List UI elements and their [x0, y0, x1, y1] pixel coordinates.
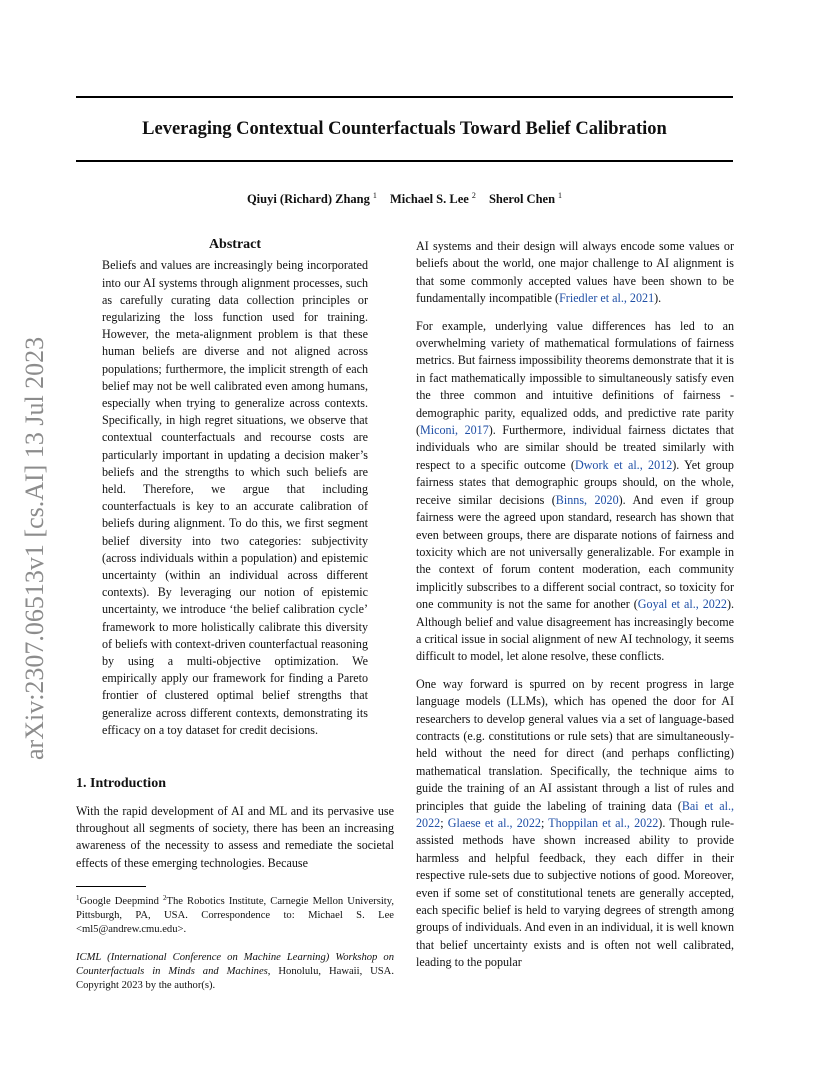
- paragraph-text: ). And even if group fairness were the agreed upon standard, research has shown that even between groups, there are disparate notions of fairness and toxicity which are not universally generalizable. For example in the context of forum content moderation, each community implicitly subscribes to a different social contract, so toxicity for one community is not the same for another (: [416, 492, 734, 612]
- paragraph-text: ).: [654, 291, 662, 306]
- abstract-heading: Abstract: [208, 237, 262, 252]
- paragraph-text: One way forward is spurred on by recent progress in large language models (LLMs), which has opened the door for AI researchers to develop general values via a set of language-based contracts (e.g. constitutions or rule sets) that are simultaneously-held without the need for direct (and perhaps conflicting) mathematical translation. Specifically, the technique aims to guide the training of an AI assistant through a list of rules and principles that guide the labeling of training data (: [416, 676, 734, 813]
- section-heading-introduction: 1. Introduction: [76, 776, 166, 792]
- paragraph-text: ). Although belief and value disagreement has increasingly become a critical issue in social alignment of new AI technology, it seems difficult to model, let alone resolve, these conflicts.: [416, 597, 734, 664]
- citation-link[interactable]: Miconi, 2017: [420, 423, 489, 438]
- citation-link[interactable]: Dwork et al., 2012: [574, 457, 673, 472]
- author-3: [489, 192, 562, 206]
- author-name: Sherol Chen: [488, 192, 556, 206]
- title-rule-top: [76, 96, 733, 98]
- citation-link[interactable]: Binns, 2020: [555, 492, 619, 507]
- footnote-affiliation-1: Google Deepmind: [79, 896, 163, 908]
- right-column: [416, 238, 734, 982]
- paragraph-text: ). Furthermore, individual fairness dictates that individuals who are similar should be treated similarly with respect to a specific outcome (: [416, 423, 734, 472]
- footnote-affiliation-2: The Robotics Institute, Carnegie Mellon University, Pittsburgh, PA, USA. Correspondence to: Michael S. Lee <ml5@andrew.cmu.edu>.: [76, 896, 394, 936]
- author-1: [247, 192, 377, 206]
- author-2: [390, 192, 476, 206]
- footnote-affiliations: [76, 891, 394, 937]
- author-affiliation-mark: 2: [471, 191, 476, 200]
- footnote-divider: [76, 886, 146, 887]
- citation-link[interactable]: Glaese et al., 2022: [447, 816, 541, 830]
- author-list: [76, 191, 733, 207]
- body-paragraph: [416, 676, 734, 972]
- paragraph-text: ). Yet group fairness states that demographic groups should, on the whole, receive similar decisions (: [416, 457, 734, 507]
- footnote-mark: 2: [163, 894, 167, 903]
- title-rule-bottom: [76, 160, 733, 162]
- author-name: Qiuyi (Richard) Zhang: [246, 192, 370, 206]
- footnote-venue: [76, 951, 394, 993]
- intro-paragraph: With the rapid development of AI and ML and its pervasive use throughout all segments of society, there has been an increasing awareness of the necessity to assess and remediate the societal effects of these emerging technologies. Because: [76, 803, 394, 870]
- body-paragraph: [416, 238, 734, 308]
- paper-title: Leveraging Contextual Counterfactuals Toward Belief Calibration: [142, 119, 667, 139]
- author-name: Michael S. Lee: [390, 192, 469, 206]
- author-affiliation-mark: 1: [372, 191, 377, 200]
- author-affiliation-mark: 1: [558, 191, 563, 200]
- paragraph-text: ). Though rule-assisted methods have shown increased ability to provide harmless and helpful feedback, they each differ in their respective rule-sets due to subjective notions of good. Moreover, even if some set of constitutional tenets are generally accepted, each specific belief is held to varying degrees of strength among groups of individuals. And even in an individual, it is well known that belief uncertainty exists and is often not well calibrated, leading to the popular: [416, 816, 734, 970]
- citation-link[interactable]: Bai et al., 2022: [416, 798, 734, 830]
- paragraph-text: ;: [540, 816, 549, 830]
- paragraph-text: ;: [440, 816, 448, 830]
- abstract-body: Beliefs and values are increasingly being incorporated into our AI systems through alignment processes, such as carefully curating data collection principles or regularizing the loss function used for training. However, the meta-alignment problem is that these human beliefs are diverse and not aligned across populations; furthermore, the implicit strength of each belief may not be well calibrated even among humans, especially when trying to generalize across contexts. Specifically, in high regret situations, we observe that contextual counterfactuals and recourse costs are particularly important in updating a decision maker’s beliefs and the strengths to which such beliefs are held. Therefore, we argue that including counterfactuals is key to an accurate calibration of beliefs during alignment. To do this, we first segment belief diversity into two categories: subjectivity (across individuals within a population) and epistemic uncertainty (within an individual across different contexts). By leveraging our notion of epistemic uncertainty, we introduce ‘the belief calibration cycle’ framework to more holistically calibrate this diversity of beliefs with context-driven counterfactual reasoning by using a multi-objective optimization. We empirically apply our framework for finding a Pareto frontier of clustered optimal belief strengths that generalize across different contexts, demonstrating its efficacy on a toy dataset for credit decisions.: [102, 258, 368, 737]
- citation-link[interactable]: Goyal et al., 2022: [637, 597, 727, 612]
- footnote-mark: 1: [76, 894, 80, 903]
- paragraph-text: AI systems and their design will always encode some values or beliefs about the world, one major challenge to AI alignment is that some commonly accepted values have been shown to be fundamentally incompatible (: [416, 239, 734, 306]
- citation-link[interactable]: Thoppilan et al., 2022: [548, 816, 659, 830]
- body-paragraph: [416, 318, 734, 666]
- citation-link[interactable]: Friedler et al., 2021: [559, 291, 655, 306]
- paragraph-text: For example, underlying value differences has led to an overwhelming variety of mathematical formulations of fairness metrics. But fairness impossibility theorems demonstrate that it is in fact mathematically impossible to simultaneously satisfy even the three common and intuitive definitions of fairness - demographic parity, equalized odds, and predictive rate parity (: [416, 318, 734, 438]
- venue-name: ICML (International Conference on Machine Learning) Workshop on Counterfactuals in Minds and Machines: [76, 952, 394, 978]
- arxiv-identifier-stamp: arXiv:2307.06513v1 [cs.AI] 13 Jul 2023: [20, 336, 49, 760]
- left-column: [76, 236, 394, 1001]
- venue-details: , Honolulu, Hawaii, USA. Copyright 2023 by the author(s).: [76, 966, 394, 992]
